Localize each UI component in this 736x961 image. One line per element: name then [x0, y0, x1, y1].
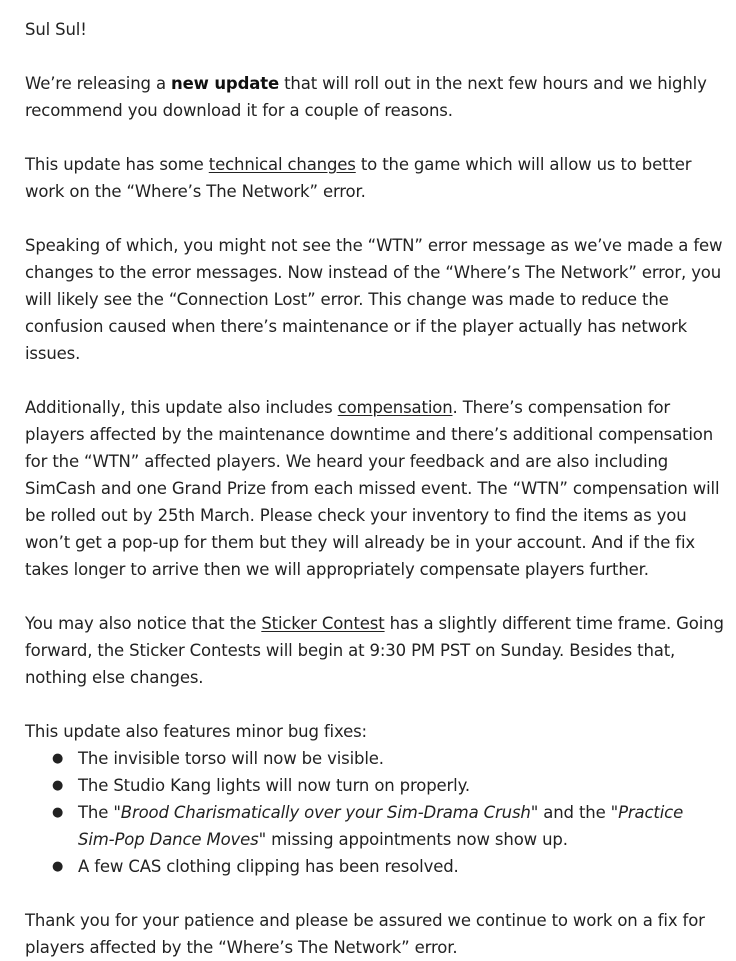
text: Additionally, this update also includes [25, 398, 338, 417]
bullet-icon: ● [52, 805, 64, 820]
list-item [25, 799, 724, 853]
text: and the [538, 803, 611, 822]
paragraph-error-messages: Speaking of which, you might not see the “WTN” error message as we’ve made a few changes to the error messages. Now instead of the “Where’s The Network” error, you will likely see the “Connection Lost” error. This change was made to reduce the confusion caused when there’s maintenance or if the player actually has network issues. [25, 236, 723, 363]
list-item [25, 853, 724, 880]
paragraph-new-update [25, 70, 724, 124]
text: . There’s compensation for players affected by the maintenance downtime and there’s additional compensation for the “WTN” affected players. We heard your feedback and are also including SimCash and one Grand Prize from each missed event. The “WTN” compensation will be rolled out by 25th March. Please check your inventory to find the items as you won’t get a pop-up for them but they will already be in your account. And if the fix takes longer to arrive then we will appropriately compensate players further. [25, 398, 720, 579]
paragraph-technical-changes [25, 151, 724, 205]
sticker-contest-link[interactable]: Sticker Contest [261, 614, 385, 633]
text: We’re releasing a [25, 74, 171, 93]
text: You may also notice that the [25, 614, 262, 633]
new-update-emphasis: new update [171, 74, 280, 93]
list-item [25, 745, 724, 772]
paragraph-sticker-contest [25, 610, 724, 691]
list-item-text: A few CAS clothing clipping has been resolved. [78, 857, 459, 876]
list-item [25, 772, 724, 799]
text: that will roll out in the next few hours and we highly recommend you download it for a couple of reasons. [25, 74, 707, 120]
greeting: Sul Sul! [25, 20, 87, 39]
list-item-text: The Studio Kang lights will now turn on properly. [78, 776, 470, 795]
text: The [78, 803, 114, 822]
bug-fix-intro: This update also features minor bug fixes: [25, 722, 367, 741]
closing-paragraph: Thank you for your patience and please be assured we continue to work on a fix for players affected by the “Where’s The Network” error. [25, 911, 705, 957]
text: to the game which will allow us to better work on the “Where’s The Network” error. [25, 155, 692, 201]
technical-changes-link[interactable]: technical changes [208, 155, 356, 174]
text: has a slightly different time frame. Going forward, the Sticker Contests will begin at 9:30 PM PST on Sunday. Besides that, nothing else changes. [25, 614, 724, 687]
bullet-icon: ● [52, 859, 64, 874]
appointment-name: "Brood Charismatically over your Sim-Drama Crush" [113, 803, 539, 822]
text: This update has some [25, 155, 209, 174]
text: missing appointments now show up. [266, 830, 568, 849]
compensation-link[interactable]: compensation [337, 398, 453, 417]
bug-fix-list [25, 745, 724, 880]
paragraph-compensation [25, 394, 724, 583]
bullet-icon: ● [52, 751, 64, 766]
bullet-icon: ● [52, 778, 64, 793]
list-item-text: The invisible torso will now be visible. [78, 749, 384, 768]
appointment-name: "Practice Sim-Pop Dance Moves" [78, 803, 684, 849]
